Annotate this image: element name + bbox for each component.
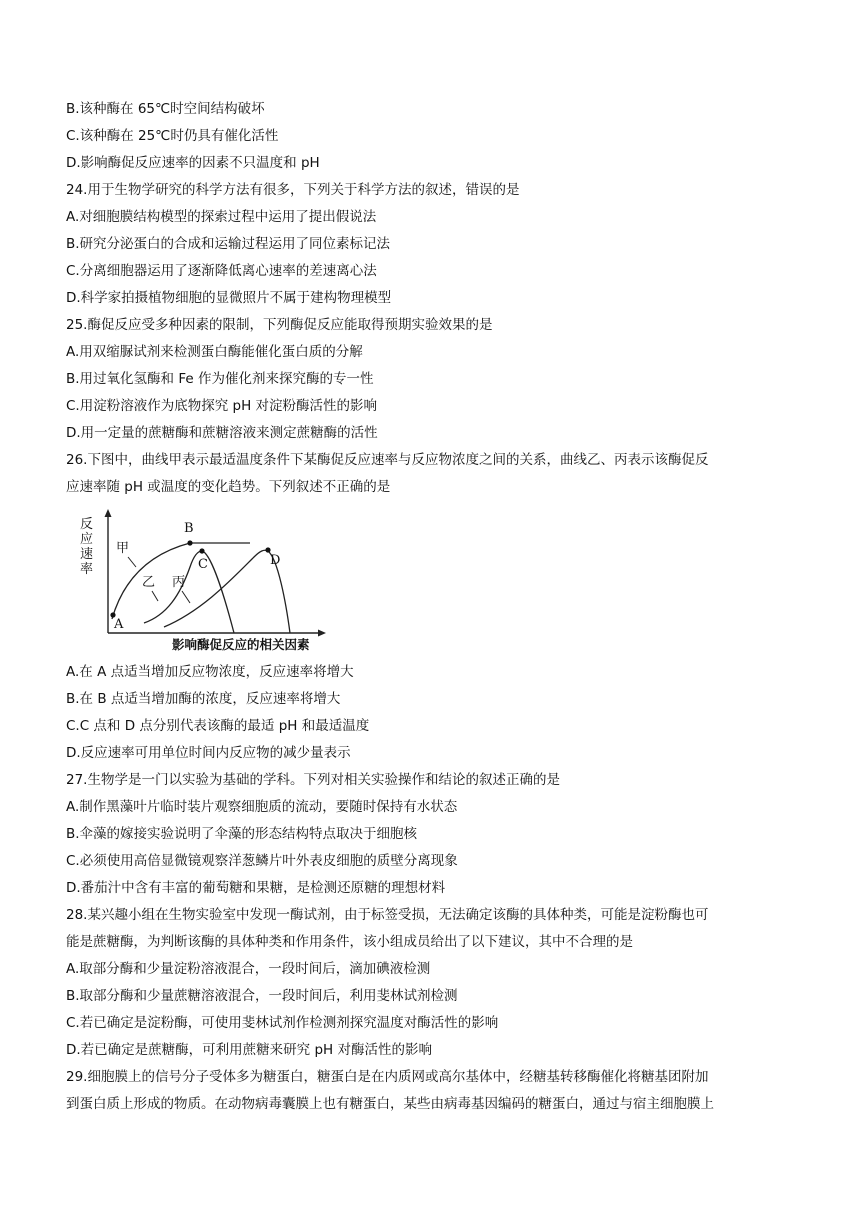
- curve-yi: [144, 551, 234, 633]
- q26-option-d: D.反应速率可用单位时间内反应物的减少量表示: [66, 745, 351, 761]
- q28-option-b: B.取部分酶和少量蔗糖溶液混合，一段时间后，利用斐林试剂检测: [66, 988, 458, 1004]
- point-c: [199, 548, 204, 553]
- q28-option-d: D.若已确定是蔗糖酶，可利用蔗糖来研究 pH 对酶活性的影响: [66, 1042, 432, 1058]
- q28-stem-line1: 28.某兴趣小组在生物实验室中发现一酶试剂，由于标签受损，无法确定该酶的具体种类，可能是淀粉酶也可: [66, 907, 709, 923]
- q28-option-a: A.取部分酶和少量淀粉溶液混合，一段时间后，滴加碘液检测: [66, 961, 431, 977]
- q28-stem-line2: 能是蔗糖酶，为判断该酶的具体种类和作用条件，该小组成员给出了以下建议，其中不合理的是: [66, 934, 633, 950]
- q27-stem: 27.生物学是一门以实验为基础的学科。下列对相关实验操作和结论的叙述正确的是: [66, 772, 560, 788]
- q25-option-d: D.用一定量的蔗糖酶和蔗糖溶液来测定蔗糖酶的活性: [66, 425, 378, 441]
- leader-jia: [128, 557, 136, 567]
- q23-option-b: B.该种酶在 65℃时空间结构破坏: [66, 101, 265, 117]
- q27-option-b: B.伞藻的嫁接实验说明了伞藻的形态结构特点取决于细胞核: [66, 826, 418, 842]
- q25-option-b: B.用过氧化氢酶和 Fe 作为催化剂来探究酶的专一性: [66, 371, 374, 387]
- leader-yi: [152, 591, 158, 601]
- enzyme-rate-figure: [72, 507, 332, 657]
- q24-option-d: D.科学家拍摄植物细胞的显微照片不属于建构物理模型: [66, 290, 392, 306]
- q23-option-c: C.该种酶在 25℃时仍具有催化活性: [66, 128, 279, 144]
- q29-stem-line1: 29.细胞膜上的信号分子受体多为糖蛋白，糖蛋白是在内质网或高尔基体中，经糖基转移酶催化将糖基团附加: [66, 1069, 709, 1085]
- q24-option-a: A.对细胞膜结构模型的探索过程中运用了提出假说法: [66, 209, 377, 225]
- point-label-c: C: [198, 557, 208, 572]
- y-axis-label: 反应速率: [80, 517, 94, 577]
- q26-option-b: B.在 B 点适当增加酶的浓度，反应速率将增大: [66, 691, 341, 707]
- q25-option-c: C.用淀粉溶液作为底物探究 pH 对淀粉酶活性的影响: [66, 398, 378, 414]
- x-axis-arrow: [318, 630, 326, 637]
- q24-option-c: C.分离细胞器运用了逐渐降低离心速率的差速离心法: [66, 263, 377, 279]
- q25-option-a: A.用双缩脲试剂来检测蛋白酶能催化蛋白质的分解: [66, 344, 363, 360]
- q26-stem-line2: 应速率随 pH 或温度的变化趋势。下列叙述不正确的是: [66, 479, 391, 495]
- q26-option-a: A.在 A 点适当增加反应物浓度，反应速率将增大: [66, 664, 354, 680]
- leader-bing: [182, 591, 190, 603]
- q23-option-d: D.影响酶促反应速率的因素不只温度和 pH: [66, 155, 320, 171]
- point-b: [187, 540, 192, 545]
- q27-option-a: A.制作黑藻叶片临时装片观察细胞质的流动，要随时保持有水状态: [66, 799, 458, 815]
- curve-label-yi: 乙: [142, 575, 156, 590]
- q26-option-c: C.C 点和 D 点分别代表该酶的最适 pH 和最适温度: [66, 718, 370, 734]
- q28-option-c: C.若已确定是淀粉酶，可使用斐林试剂作检测剂探究温度对酶活性的影响: [66, 1015, 499, 1031]
- q24-stem: 24.用于生物学研究的科学方法有很多，下列关于科学方法的叙述，错误的是: [66, 182, 520, 198]
- point-label-b: B: [184, 521, 194, 536]
- q26-stem-line1: 26.下图中，曲线甲表示最适温度条件下某酶促反应速率与反应物浓度之间的关系，曲线乙、丙表示该酶促反: [66, 452, 709, 468]
- point-d: [265, 547, 270, 552]
- q24-option-b: B.研究分泌蛋白的合成和运输过程运用了同位素标记法: [66, 236, 391, 252]
- point-label-a: A: [114, 617, 124, 632]
- x-axis-label: 影响酶促反应的相关因素: [172, 637, 310, 652]
- exam-page: [66, 96, 796, 1118]
- curve-label-bing: 丙: [172, 575, 186, 590]
- q25-stem: 25.酶促反应受多种因素的限制，下列酶促反应能取得预期实验效果的是: [66, 317, 493, 333]
- curve-label-jia: 甲: [116, 541, 130, 556]
- q27-option-c: C.必须使用高倍显微镜观察洋葱鳞片叶外表皮细胞的质壁分离现象: [66, 853, 458, 869]
- point-label-d: D: [270, 553, 281, 568]
- q29-stem-line2: 到蛋白质上形成的物质。在动物病毒囊膜上也有糖蛋白，某些由病毒基因编码的糖蛋白，通过与宿主细胞膜上: [66, 1096, 714, 1112]
- q27-option-d: D.番茄汁中含有丰富的葡萄糖和果糖，是检测还原糖的理想材料: [66, 880, 446, 896]
- y-axis-arrow: [105, 509, 112, 517]
